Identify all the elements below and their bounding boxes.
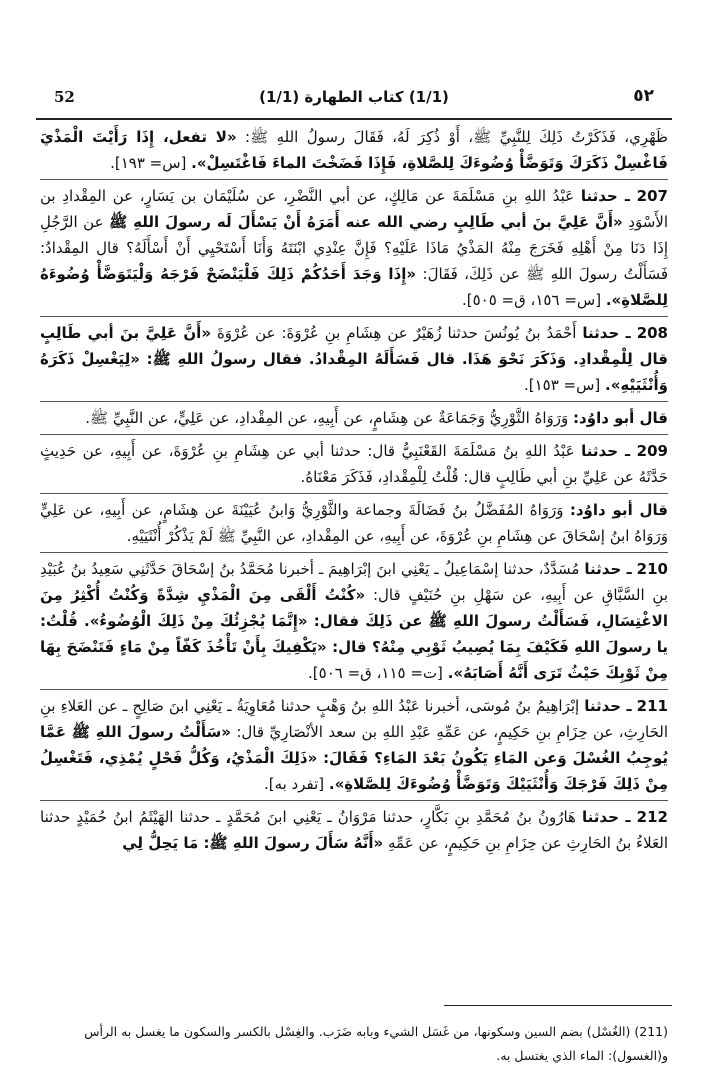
page-header — [36, 86, 672, 116]
footnote-rule — [444, 1005, 672, 1006]
footnote-line: (211) (الغُسْل) بضم السين وسكونها، من غَسَل الشيء وبابه ضَرَب. والغِسْل بالكسر والسكون ما يغسل به الرأس — [84, 1024, 668, 1039]
divider — [40, 179, 668, 180]
divider — [40, 434, 668, 435]
divider — [40, 552, 668, 553]
hadith-210: 210 ـ حدثنا مُسَدَّدٌ، حدثنا إسْمَاعِيلُ ـ يَعْنِي ابنَ إبْرَاهِيمَ ـ أخبرنا مُحَمَّدُ بنُ إسْحَاقَ حَدَّثَنِي سَعِيدُ بنُ عُبَيْدِ بنِ السَّبَّاقِ عن أَبِيهِ، عن سَهْلِ بنِ حُنَيْفٍ قال: «كُنْتُ أَلْقَى مِنَ الْمَذْيِ شِدَّةً وَكُنْتُ أُكْثِرُ مِنَ الاغْتِسَالِ، فَسَأَلْتُ رسولَ اللهِ ﷺ عن ذَلِكَ فقال: «إِنَّمَا يُجْزِئُكَ مِنْ ذَلِكَ الْوُضُوءُ». قُلْتُ: يا رسولَ اللهِ فَكَيْفَ بِمَا يُصِيبُ ثَوْبِي مِنْهُ؟ قال: «يَكْفِيكَ بِأَنْ تَأْخُذَ كَفّاً مِنْ مَاءٍ فَتَنْضَحَ بِهَا مِنْ ثَوْبِكَ حَيْثُ تَرَى أَنَّهُ أَصَابَهُ». [ت= ١١٥، ق= ٥٠٦]. — [40, 560, 669, 682]
header-rule — [36, 118, 672, 120]
paragraph-continuation: ظَهْرِي، فَذَكَرْتُ ذَلِكَ لِلنَّبِيِّ ﷺ، أَوْ ذُكِرَ لَهُ، فَقَالَ رسولُ اللهِ ﷺ: «لا تفعل، إِذَا رَأَيْتَ الْمَذْيَ فَاغْسِلْ ذَكَرَكَ وَتَوَضَّأْ وُضُوءَكَ لِلصَّلاةِ، فَإِذَا فَضَخْتَ الماءَ فَاغْتَسِلْ». [س= ١٩٣]. — [40, 128, 668, 172]
running-title: (1/1) كتاب الطهارة (1/1) — [259, 88, 449, 106]
abu-dawud-comment-1: قال أبو داوُد: وَرَوَاهُ الثَّوْرِيُّ وَجَمَاعَةٌ عن هِشَامٍ، عن أَبِيهِ، عن المِقْدادِ، عن عَلِيٍّ، عن النَّبِيِّ ﷺ. — [85, 409, 668, 427]
page-body — [40, 124, 668, 858]
hadith-211: 211 ـ حدثنا إبْرَاهِيمُ بنُ مُوسَى، أخبرنا عَبْدُ اللهِ بنُ وَهْبٍ حدثنا مُعَاوِيَةُ ـ يَعْنِي ابنَ صَالِحٍ ـ عن العَلاءِ بنِ الحَارِثِ، عن حِزَامِ بنِ حَكِيمٍ، عن عَمِّهِ عَبْدِ اللهِ بن سعد الأنْصَارِيِّ قال: «سَأَلْتُ رسولَ اللهِ ﷺ عَمَّا يُوجِبُ الغُسْلَ وَعن المَاءِ يَكُونُ بَعْدَ المَاءِ؟ فَقَالَ: «ذَلِكَ الْمَذْيُ، وَكُلُّ فَحْلٍ يُمْذِي، فَتَغْسِلُ مِنْ ذَلِكَ فَرْجَكَ وَأُنْثَيَيْكَ وَتَوَضَّأْ وُضُوءَكَ لِلصَّلاةِ». [تفرد به]. — [40, 697, 668, 793]
hadith-207: 207 ـ حدثنا عَبْدُ اللهِ بنِ مَسْلَمَةَ عن مَالِكٍ، عن أبي النَّضْرِ، عن سُلَيْمَان بن يَسَارٍ، عن المِقْدادِ بن الأَسْوَدِ «أَنَّ عَلِيَّ بنَ أبي طَالِبٍ رضي الله عنه أَمَرَهُ أَنْ يَسْأَلَ لَه رسولَ اللهِ ﷺ عن الرَّجُلِ إِذَا دَنَا مِنْ أَهْلِهِ فَخَرَجَ مِنْهُ المَذْيُ مَاذَا عَلَيْهِ؟ فَإِنَّ عِنْدِي ابْنَتَهُ وَأَنَا أَسْتَحْيِي أَنْ أَسْأَلَهُ؟ قال المِقْدادُ: فَسَأَلْتُ رسولَ اللهِ ﷺ عن ذَلِكَ، فَقَالَ: «إِذَا وَجَدَ أَحَدُكُمْ ذَلِكَ فَلْيَنْضَحْ فَرْجَهُ وَلْيَتَوَضَّأْ وُضُوءَهُ لِلصَّلاةِ». [س= ١٥٦، ق= ٥٠٥]. — [40, 187, 668, 309]
page-number-arabic: ٥٢ — [633, 86, 654, 106]
divider — [40, 689, 668, 690]
footnote-line: و(الغسول): الماء الذي يغتسل به. — [496, 1048, 668, 1063]
abu-dawud-comment-2: قال أبو داوُد: وَرَوَاهُ المُفَضَّلُ بنُ فَضَالَةَ وجماعة والثَّوْرِيُّ وَابنُ عُيَيْنَةَ عن هِشَامٍ، عن أَبِيهِ، عن عَلِيٍّ وَرَوَاهُ ابنُ إسْحَاقَ عن هِشَامِ بنِ عُرْوَةَ، عن أَبِيهِ، عن المِقْدادِ، عن النَّبِيِّ ﷺ لَمْ يَذْكُرْ أُنْثَيَيْهِ. — [40, 501, 668, 545]
hadith-208: 208 ـ حدثنا أَحْمَدُ بنُ يُونُسَ حدثنا زُهَيْرٌ عن هِشَامِ بنِ عُرْوَةَ: عن عُرْوَةَ «أَنَّ عَلِيَّ بنَ أبي طَالِبٍ قال لِلْمِقْدادِ. وَذَكَرَ نَحْوَ هَذَا. قال فَسَأَلَهُ المِقْدادُ. فقال رسولُ اللهِ ﷺ: «لِيَغْسِلْ ذَكَرَهُ وَأُنْثَيَيْهِ». [س= ١٥٣]. — [40, 324, 668, 394]
footnotes — [40, 1020, 668, 1068]
page-number-latin: 52 — [54, 88, 75, 106]
divider — [40, 401, 668, 402]
hadith-212: 212 ـ حدثنا هَارُونُ بنُ مُحَمَّدِ بنِ بَكَّارٍ، حدثنا مَرْوَانُ ـ يَعْنِي ابنَ مُحَمَّدٍ ـ حدثنا الهَيْثَمُ ابنُ حُمَيْدٍ حدثنا العَلاءُ بنُ الحَارِثِ عن حِزَامِ بنِ حَكِيمٍ، عن عَمِّهِ «أَنَّهُ سَأَلَ رسولَ اللهِ ﷺ: مَا يَحِلُّ لِي — [40, 808, 668, 852]
hadith-209: 209 ـ حدثنا عَبْدُ اللهِ بنُ مَسْلَمَةَ القَعْنَبِيُّ قال: حدثنا أبي عن هِشَامِ بنِ عُرْوَةَ، عن أَبِيهِ، عن حَدِيثٍ حَدَّثَهُ عن عَلِيِّ بنِ أبي طَالِبٍ قال: قُلْتُ لِلْمِقْدادِ، فَذَكَرَ مَعْنَاهُ. — [40, 442, 668, 486]
divider — [40, 493, 668, 494]
divider — [40, 800, 668, 801]
divider — [40, 316, 668, 317]
